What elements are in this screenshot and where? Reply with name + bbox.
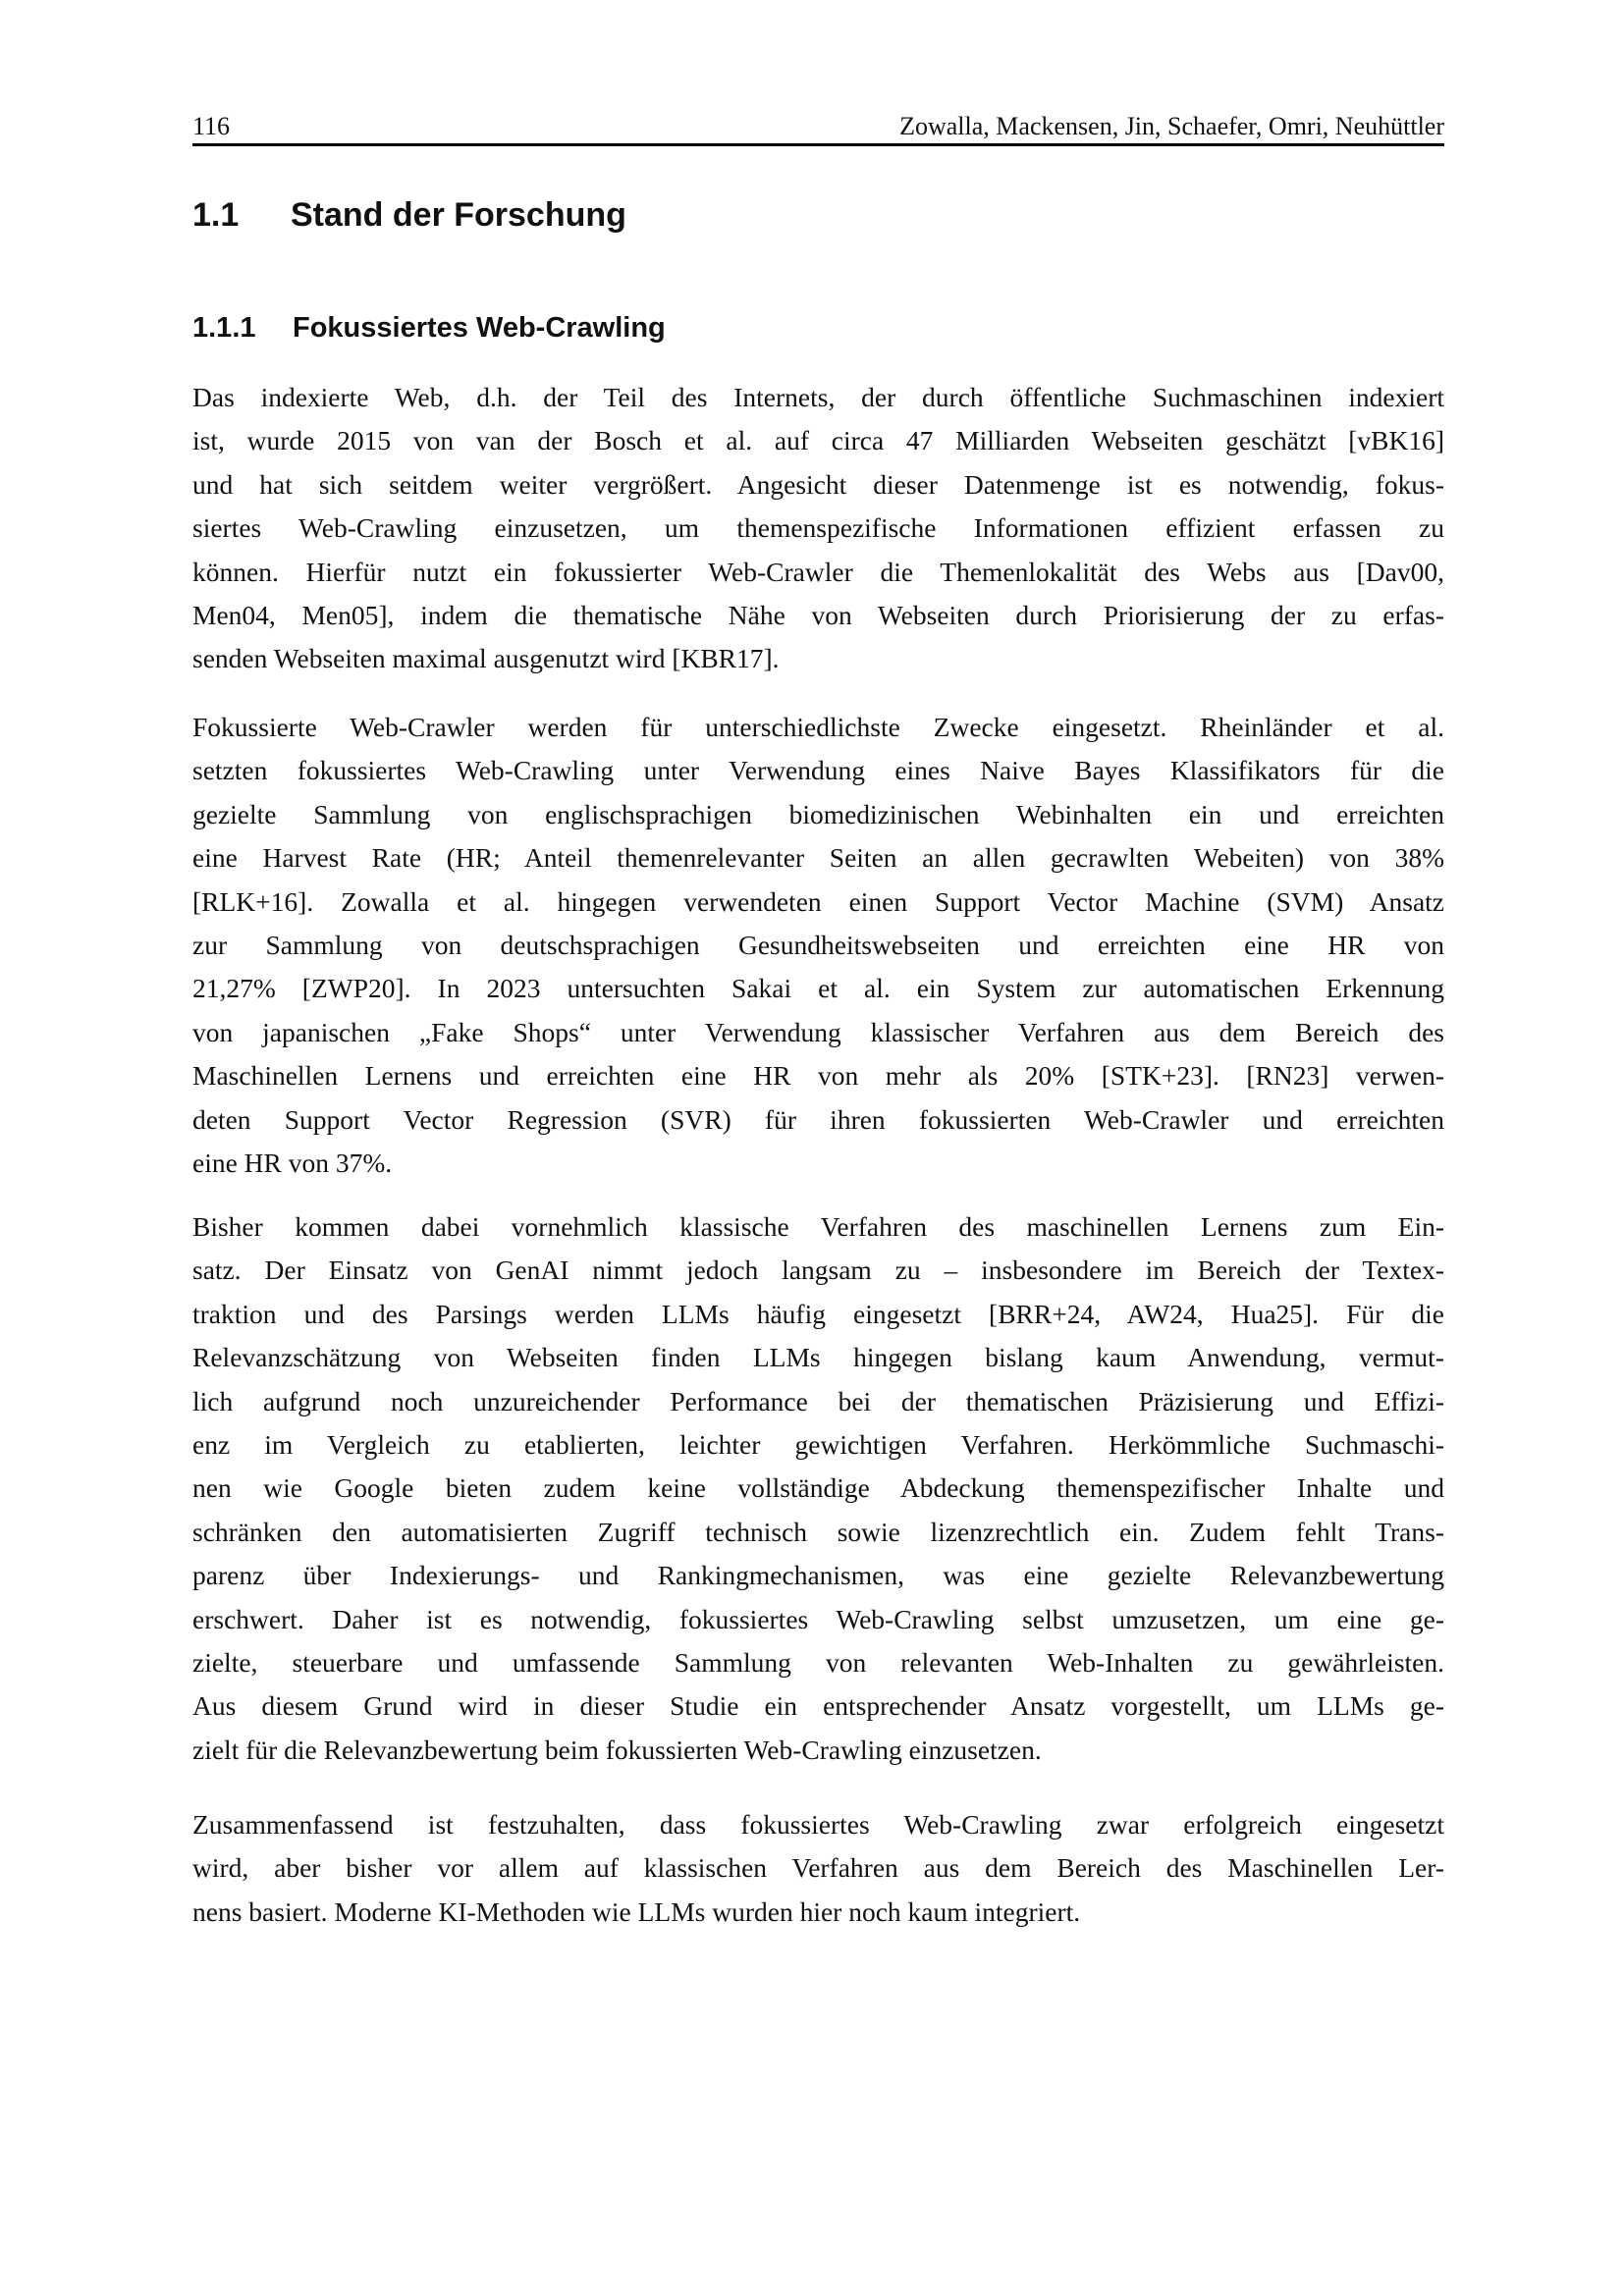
text-line: Fokussierte Web-Crawler werden für unterschiedlichste Zwecke eingesetzt. Rheinländer et al. bbox=[192, 712, 1444, 742]
running-header bbox=[192, 110, 1444, 146]
section-title: Stand der Forschung bbox=[291, 196, 626, 234]
section-number: 1.1 bbox=[192, 196, 240, 234]
paragraph bbox=[192, 1205, 1444, 1772]
subsection-number: 1.1.1 bbox=[192, 312, 256, 344]
text-line: [RLK+16]. Zowalla et al. hingegen verwendeten einen Support Vector Machine (SVM) Ansatz bbox=[192, 885, 1444, 917]
subsection-heading bbox=[192, 312, 666, 345]
section-heading bbox=[192, 196, 626, 235]
text-line: traktion und des Parsings werden LLMs häufig eingesetzt [BRR+24, AW24, Hua25]. Für die bbox=[192, 1298, 1444, 1329]
text-line: von japanischen „Fake Shops“ unter Verwendung klassischer Verfahren aus dem Bereich des bbox=[192, 1016, 1444, 1047]
text-line: Bisher kommen dabei vornehmlich klassische Verfahren des maschinellen Lernens zum Ein- bbox=[192, 1211, 1444, 1242]
paragraph bbox=[192, 376, 1444, 681]
text-line: Aus diesem Grund wird in dieser Studie ein entsprechender Ansatz vorgestellt, um LLMs ge- bbox=[192, 1690, 1444, 1722]
header-authors: Zowalla, Mackensen, Jin, Schaefer, Omri, Neuhüttler bbox=[899, 112, 1444, 140]
text-line: deten Support Vector Regression (SVR) für ihren fokussierten Web-Crawler und erreichten bbox=[192, 1103, 1444, 1135]
text-line: setzten fokussiertes Web-Crawling unter Verwendung eines Naive Bayes Klassifikators für die bbox=[192, 755, 1444, 786]
text-line: nens basiert. Moderne KI-Methoden wie LLMs wurden hier noch kaum integriert. bbox=[192, 1896, 1081, 1927]
text-line: schränken den automatisierten Zugriff technisch sowie lizenzrechtlich ein. Zudem fehlt Trans- bbox=[192, 1516, 1444, 1547]
text-line: senden Webseiten maximal ausgenutzt wird [KBR17]. bbox=[192, 643, 780, 674]
text-line: wird, aber bisher vor allem auf klassischen Verfahren aus dem Bereich des Maschinellen Ler- bbox=[192, 1852, 1444, 1884]
subsection-title: Fokussiertes Web-Crawling bbox=[293, 312, 666, 344]
text-line: Relevanzschätzung von Webseiten finden LLMs hingegen bislang kaum Anwendung, vermut- bbox=[192, 1342, 1444, 1373]
text-line: nen wie Google bieten zudem keine vollständige Abdeckung themenspezifischer Inhalte und bbox=[192, 1472, 1444, 1504]
page-number: 116 bbox=[192, 112, 231, 140]
text-line: Das indexierte Web, d.h. der Teil des Internets, der durch öffentliche Suchmaschinen indexiert bbox=[192, 382, 1444, 412]
text-line: Men04, Men05], indem die thematische Nähe von Webseiten durch Priorisierung der zu erfas- bbox=[192, 600, 1444, 631]
text-line: zielte, steuerbare und umfassende Sammlung von relevanten Web-Inhalten zu gewährleisten. bbox=[192, 1647, 1444, 1679]
text-line: Maschinellen Lernens und erreichten eine HR von mehr als 20% [STK+23]. [RN23] verwen- bbox=[192, 1060, 1444, 1092]
text-line: zielt für die Relevanzbewertung beim fokussierten Web-Crawling einzusetzen. bbox=[192, 1734, 1042, 1765]
text-line: eine Harvest Rate (HR; Anteil themenrelevanter Seiten an allen gecrawlten Webeiten) von 38% bbox=[192, 842, 1444, 874]
text-line: parenz über Indexierungs- und Rankingmechanismen, was eine gezielte Relevanzbewertung bbox=[192, 1560, 1444, 1591]
text-line: enz im Vergleich zu etablierten, leichter gewichtigen Verfahren. Herkömmliche Suchmaschi- bbox=[192, 1429, 1444, 1461]
text-line: gezielte Sammlung von englischsprachigen biomedizinischen Webinhalten ein und erreichten bbox=[192, 798, 1444, 829]
text-line: erschwert. Daher ist es notwendig, fokussiertes Web-Crawling selbst umzusetzen, um eine ge- bbox=[192, 1603, 1444, 1634]
text-line: können. Hierfür nutzt ein fokussierter Web-Crawler die Themenlokalität des Webs aus [Dav00, bbox=[192, 556, 1444, 587]
paragraph bbox=[192, 706, 1444, 1185]
paragraph bbox=[192, 1803, 1444, 1934]
text-line: ist, wurde 2015 von van der Bosch et al. auf circa 47 Milliarden Webseiten geschätzt [vBK16] bbox=[192, 425, 1444, 456]
text-line: siertes Web-Crawling einzusetzen, um themenspezifische Informationen effizient erfassen zu bbox=[192, 512, 1444, 544]
text-line: lich aufgrund noch unzureichender Performance bei der thematischen Präzisierung und Effizi- bbox=[192, 1385, 1444, 1416]
text-line: zur Sammlung von deutschsprachigen Gesundheitswebseiten und erreichten eine HR von bbox=[192, 930, 1444, 961]
text-line: 21,27% [ZWP20]. In 2023 untersuchten Sakai et al. ein System zur automatischen Erkennung bbox=[192, 973, 1444, 1004]
text-line: und hat sich seitdem weiter vergrößert. Angesicht dieser Datenmenge ist es notwendig, fokus- bbox=[192, 468, 1444, 500]
text-line: Zusammenfassend ist festzuhalten, dass fokussiertes Web-Crawling zwar erfolgreich eingesetzt bbox=[192, 1809, 1444, 1840]
text-line: eine HR von 37%. bbox=[192, 1148, 393, 1179]
text-line: satz. Der Einsatz von GenAI nimmt jedoch langsam zu – insbesondere im Bereich der Textex- bbox=[192, 1255, 1444, 1286]
